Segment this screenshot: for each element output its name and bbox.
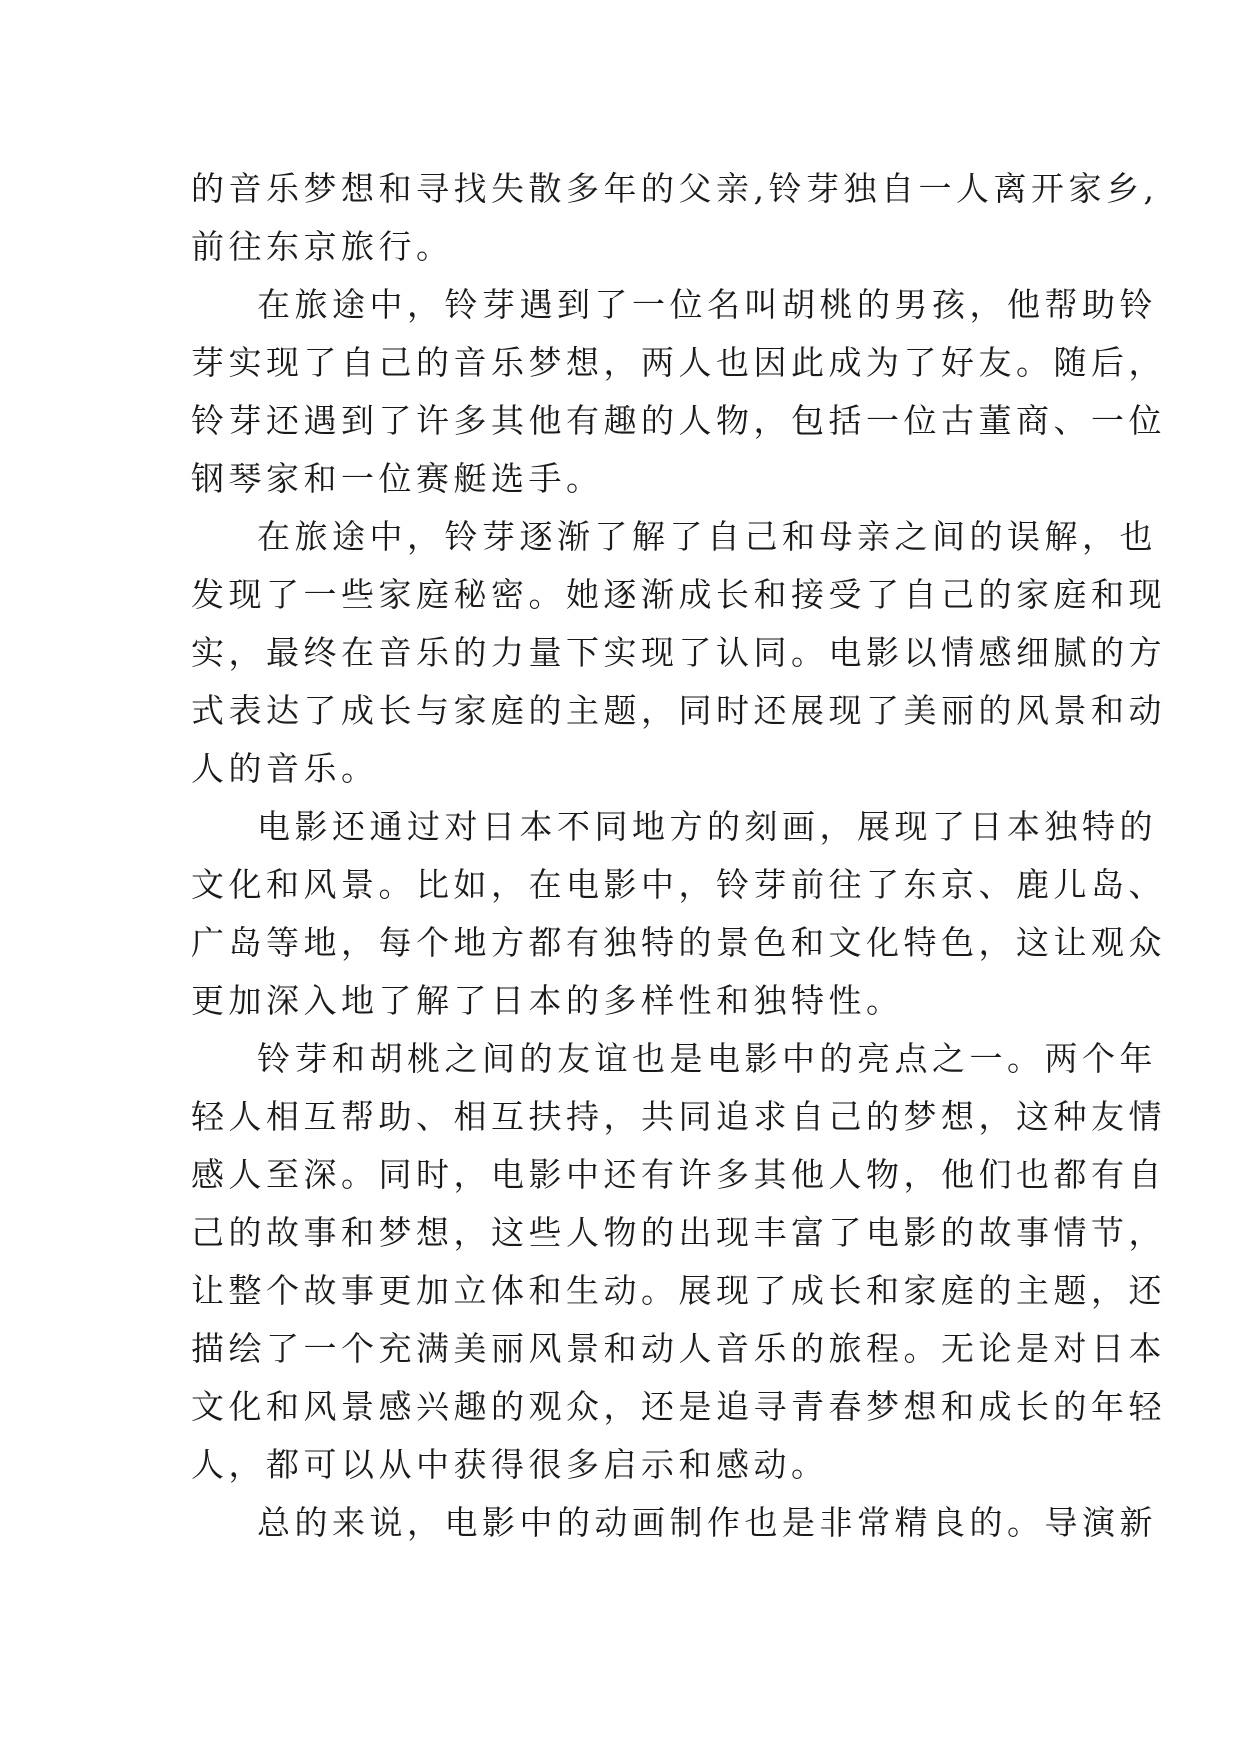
text-line: 实，最终在音乐的力量下实现了认同。电影以情感细腻的方 xyxy=(191,633,1166,672)
text-line: 式表达了成长与家庭的主题，同时还展现了美丽的风景和动 xyxy=(191,691,1166,730)
text-line: 己的故事和梦想，这些人物的出现丰富了电影的故事情节， xyxy=(191,1213,1166,1252)
text-line: 描绘了一个充满美丽风景和动人音乐的旅程。无论是对日本 xyxy=(191,1329,1166,1368)
text-line: 在旅途中，铃芽遇到了一位名叫胡桃的男孩，他帮助铃 xyxy=(257,285,1157,324)
text-line: 的音乐梦想和寻找失散多年的父亲,铃芽独自一人离开家乡, xyxy=(191,169,1159,208)
text-line: 在旅途中，铃芽逐渐了解了自己和母亲之间的误解，也 xyxy=(257,517,1157,556)
text-line: 广岛等地，每个地方都有独特的景色和文化特色，这让观众 xyxy=(191,923,1166,962)
text-line: 前往东京旅行。 xyxy=(191,227,454,266)
text-line: 更加深入地了解了日本的多样性和独特性。 xyxy=(191,981,904,1020)
text-line: 让整个故事更加立体和生动。展现了成长和家庭的主题，还 xyxy=(191,1271,1166,1310)
document-body xyxy=(191,160,1166,1552)
text-line: 人的音乐。 xyxy=(191,749,379,788)
text-line: 感人至深。同时，电影中还有许多其他人物，他们也都有自 xyxy=(191,1155,1166,1194)
text-line: 铃芽和胡桃之间的友谊也是电影中的亮点之一。两个年 xyxy=(257,1039,1157,1078)
text-line: 芽实现了自己的音乐梦想，两人也因此成为了好友。随后， xyxy=(191,343,1166,382)
text-line: 文化和风景。比如，在电影中，铃芽前往了东京、鹿儿岛、 xyxy=(191,865,1166,904)
text-line: 人，都可以从中获得很多启示和感动。 xyxy=(191,1445,829,1484)
text-line: 总的来说，电影中的动画制作也是非常精良的。导演新 xyxy=(257,1503,1157,1542)
text-line: 轻人相互帮助、相互扶持，共同追求自己的梦想，这种友情 xyxy=(191,1097,1166,1136)
text-line: 电影还通过对日本不同地方的刻画，展现了日本独特的 xyxy=(257,807,1157,846)
text-line: 发现了一些家庭秘密。她逐渐成长和接受了自己的家庭和现 xyxy=(191,575,1166,614)
text-line: 铃芽还遇到了许多其他有趣的人物，包括一位古董商、一位 xyxy=(191,401,1166,440)
text-line: 钢琴家和一位赛艇选手。 xyxy=(191,459,604,498)
text-line: 文化和风景感兴趣的观众，还是追寻青春梦想和成长的年轻 xyxy=(191,1387,1166,1426)
